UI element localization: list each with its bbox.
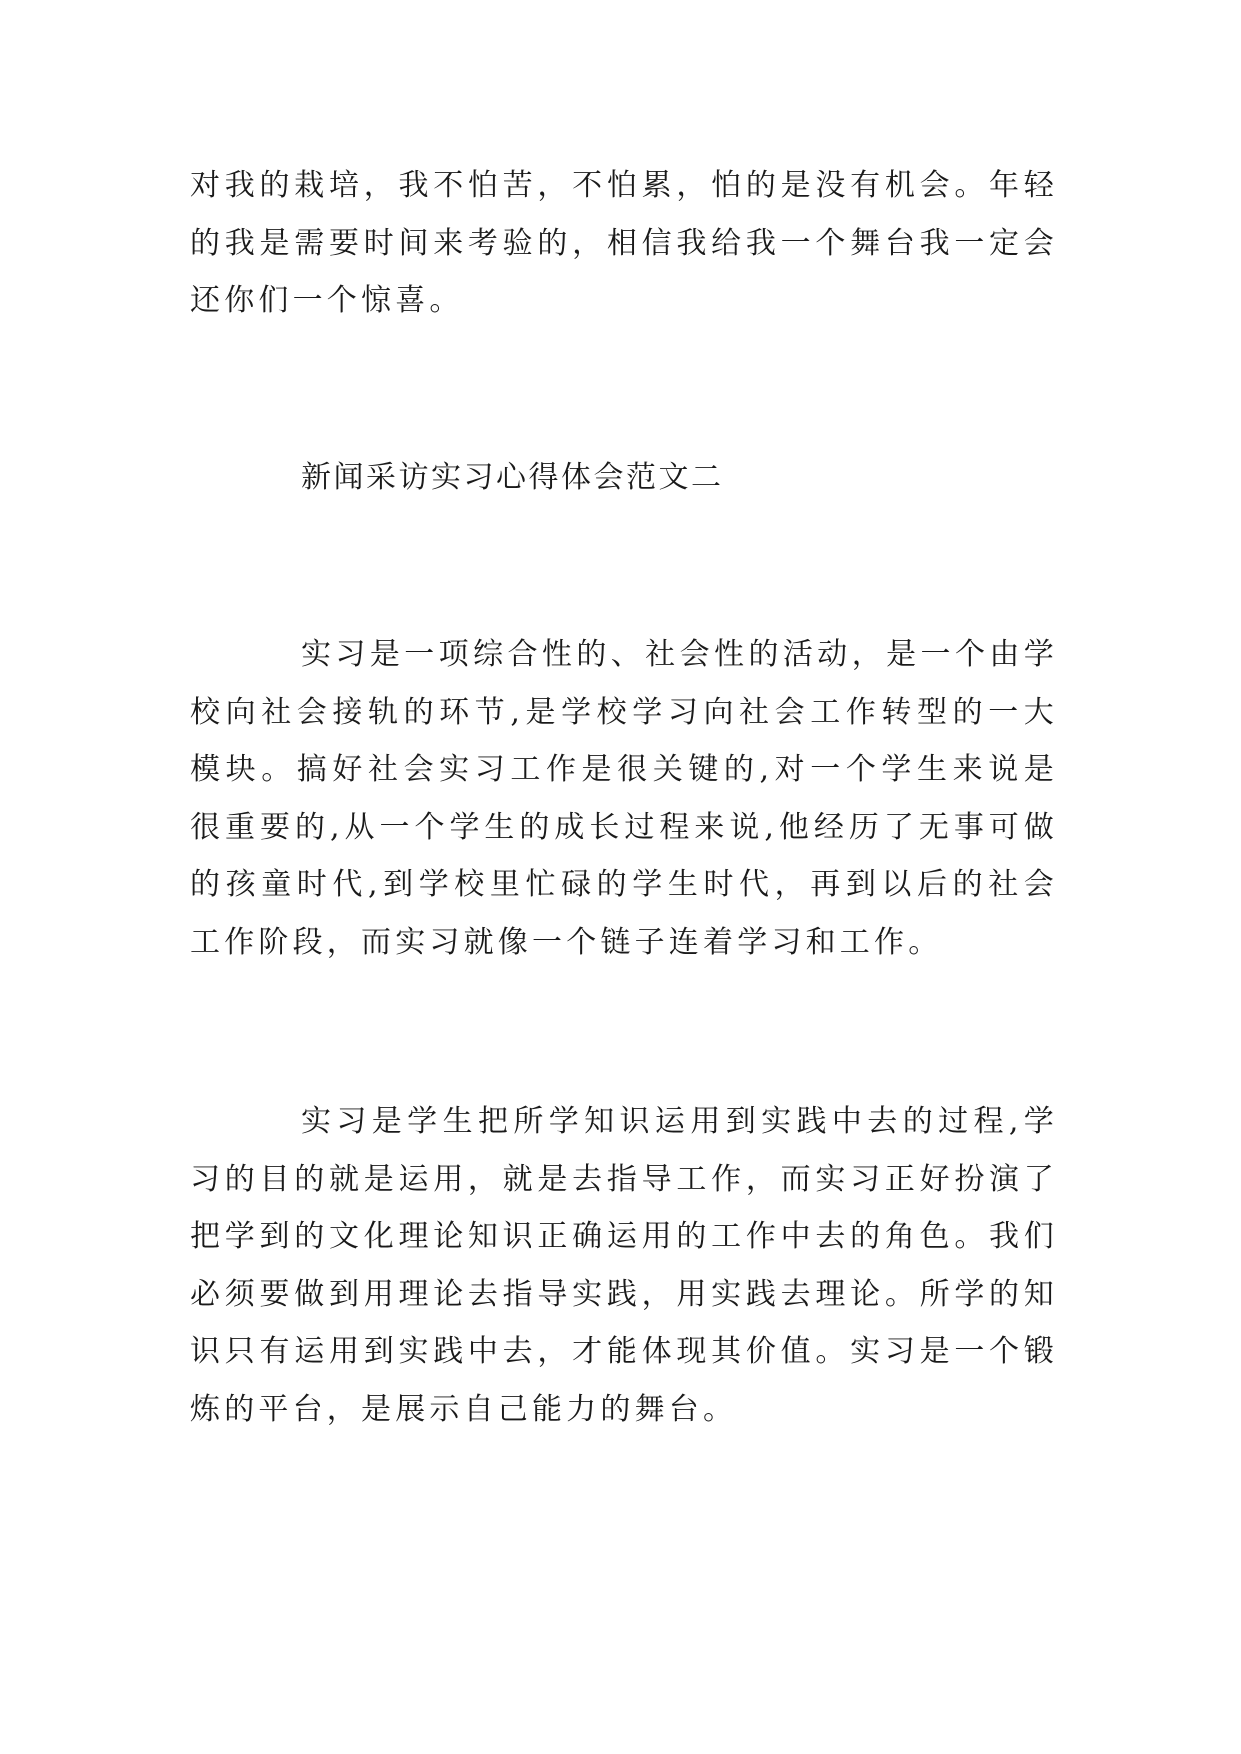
intro-paragraph: 对我的栽培，我不怕苦，不怕累，怕的是没有机会。年轻的我是需要时间来考验的，相信我给我一个舞台我一定会还你们一个惊喜。 xyxy=(190,168,1058,318)
section-heading: 新闻采访实习心得体会范文二 xyxy=(301,460,724,495)
body-paragraph: 实习是学生把所学知识运用到实践中去的过程,学习的目的就是运用，就是去指导工作，而实习正好扮演了把学到的文化理论知识正确运用的工作中去的角色。我们必须要做到用理论去指导实践，用实践去理论。所学的知识只有运用到实践中去，才能体现其价值。实习是一个锻炼的平台，是展示自己能力的舞台。 xyxy=(190,1104,1058,1427)
body-paragraph: 实习是一项综合性的、社会性的活动，是一个由学校向社会接轨的环节,是学校学习向社会工作转型的一大模块。搞好社会实习工作是很关键的,对一个学生来说是很重要的,从一个学生的成长过程来说,他经历了无事可做的孩童时代,到学校里忙碌的学生时代，再到以后的社会工作阶段，而实习就像一个链子连着学习和工作。 xyxy=(190,637,1058,960)
